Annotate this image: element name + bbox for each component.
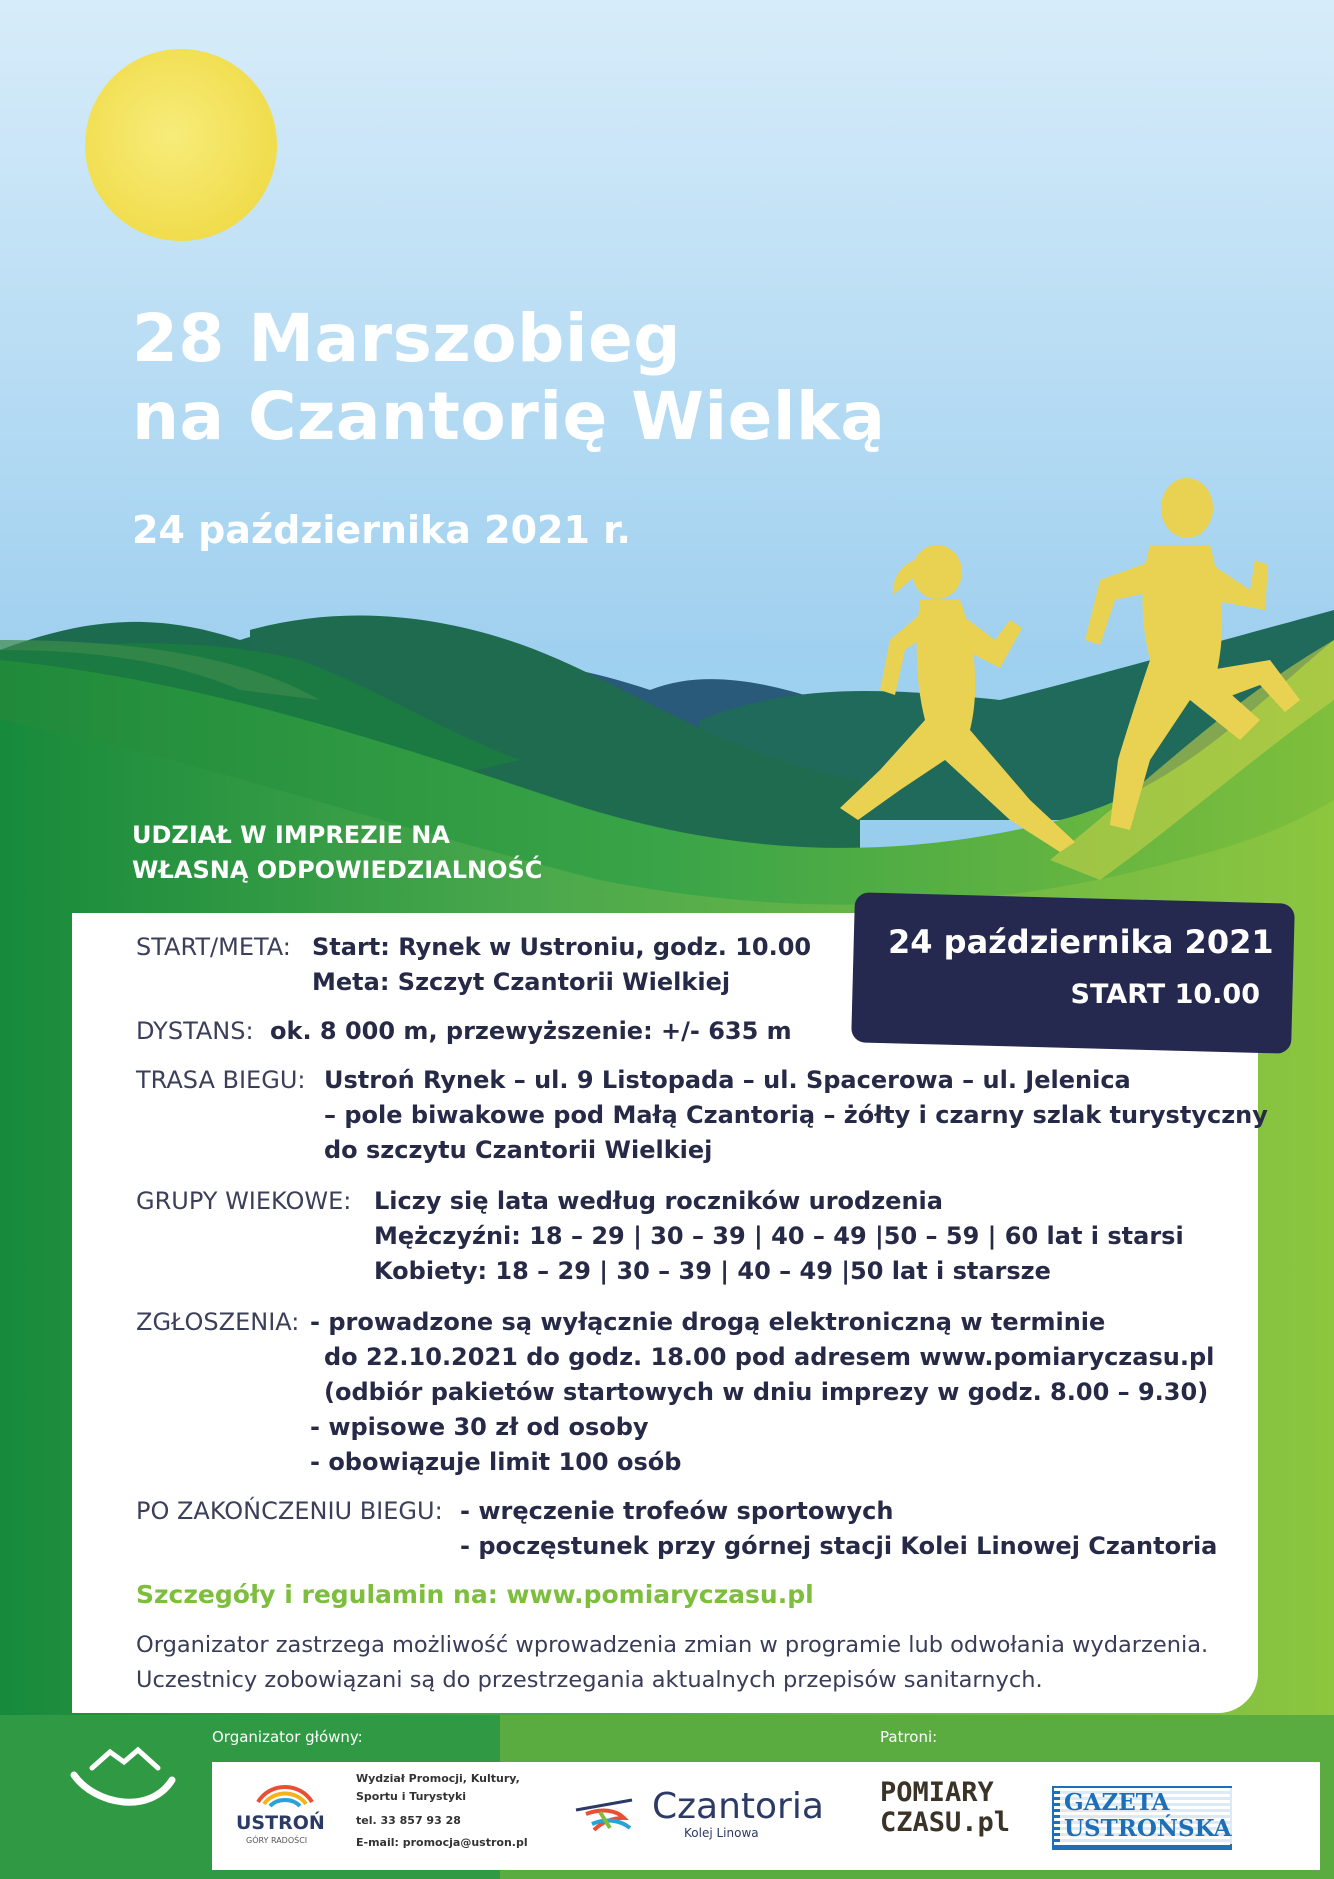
registration-line3: (odbiór pakietów startowych w dniu imprezy w godz. 8.00 – 9.30)	[324, 1378, 1209, 1406]
registration-line4: - wpisowe 30 zł od osoby	[310, 1413, 649, 1441]
age-line1: Liczy się lata według roczników urodzenia	[374, 1187, 943, 1215]
event-title	[132, 300, 885, 456]
event-title-line2: na Czantorię Wielką	[132, 378, 886, 455]
notice-line1: UDZIAŁ W IMPREZIE NA	[132, 821, 450, 849]
badge-start-time: START 10.00	[1070, 979, 1260, 1010]
registration-label: ZGŁOSZENIA:	[136, 1308, 300, 1336]
ustron-tagline: GÓRY RADOŚCI	[246, 1836, 308, 1845]
gazeta-text	[1060, 1788, 1235, 1844]
dept-info	[356, 1770, 528, 1852]
pomiary-line2: CZASU.pl	[880, 1807, 1011, 1838]
note-line1: Organizator zastrzega możliwość wprowadzenia zmian w programie lub odwołania wydarzenia.	[136, 1632, 1209, 1658]
dept-line1: Wydział Promocji, Kultury,	[356, 1772, 520, 1785]
dept-phone: tel. 33 857 93 28	[356, 1814, 461, 1827]
finish-value: Meta: Szczyt Czantorii Wielkiej	[312, 968, 731, 996]
registration-line1: - prowadzone są wyłącznie drogą elektroniczną w terminie	[310, 1308, 1106, 1336]
ustron-logo-icon	[250, 1772, 320, 1812]
age-line3: Kobiety: 18 – 29 | 30 – 39 | 40 – 49 |50 lat i starsze	[374, 1257, 1051, 1285]
registration-line2: do 22.10.2021 do godz. 18.00 pod adresem www.pomiaryczasu.pl	[324, 1343, 1215, 1371]
after-race-label: PO ZAKOŃCZENIU BIEGU:	[136, 1497, 443, 1525]
date-badge	[851, 892, 1295, 1053]
after-race-line1: - wręczenie trofeów sportowych	[460, 1497, 894, 1525]
czantoria-name: Czantoria	[652, 1786, 824, 1827]
gazeta-line2: USTROŃSKA	[1064, 1815, 1232, 1842]
organizer-label: Organizator główny:	[212, 1728, 363, 1746]
dept-line2: Sportu i Turystyki	[356, 1790, 467, 1803]
czantoria-logo-icon	[572, 1788, 652, 1838]
note-line2: Uczestnicy zobowiązani są do przestrzegania aktualnych przepisów sanitarnych.	[136, 1667, 1043, 1693]
after-race-line2: - poczęstunek przy górnej stacji Kolei Linowej Czantoria	[460, 1532, 1218, 1560]
age-line2: Mężczyźni: 18 – 29 | 30 – 39 | 40 – 49 |50 – 59 | 60 lat i starsi	[374, 1222, 1184, 1250]
route-line3: do szczytu Czantorii Wielkiej	[324, 1136, 713, 1164]
registration-line5: - obowiązuje limit 100 osób	[310, 1448, 682, 1476]
badge-date: 24 października 2021	[888, 923, 1274, 961]
pomiary-line1: POMIARY	[880, 1777, 994, 1808]
details-link[interactable]: Szczegóły i regulamin na: www.pomiaryczasu.pl	[136, 1580, 814, 1609]
ustron-name: USTROŃ	[236, 1812, 325, 1834]
event-title-line1: 28 Marszobieg	[132, 300, 682, 377]
route-label: TRASA BIEGU:	[136, 1066, 306, 1094]
notice-line2: WŁASNĄ ODPOWIEDZIALNOŚĆ	[132, 856, 543, 884]
age-label: GRUPY WIEKOWE:	[136, 1187, 352, 1215]
sun-icon	[85, 49, 277, 241]
start-label: START/META:	[136, 933, 291, 961]
organizer-note	[136, 1628, 1208, 1698]
route-line1: Ustroń Rynek – ul. 9 Listopada – ul. Spacerowa – ul. Jelenica	[324, 1066, 1131, 1094]
distance-label: DYSTANS:	[136, 1017, 254, 1045]
event-date: 24 października 2021 r.	[132, 508, 631, 552]
pomiary-czasu-logo	[880, 1778, 1010, 1838]
start-value: Start: Rynek w Ustroniu, godz. 10.00	[312, 933, 812, 961]
patrons-label: Patroni:	[880, 1728, 938, 1746]
gazeta-line1: GAZETA	[1064, 1789, 1170, 1816]
distance-value: ok. 8 000 m, przewyższenie: +/- 635 m	[270, 1017, 792, 1045]
route-line2: – pole biwakowe pod Małą Czantorią – żółty i czarny szlak turystyczny	[324, 1101, 1268, 1129]
dept-email: E-mail: promocja@ustron.pl	[356, 1836, 528, 1849]
responsibility-notice	[132, 818, 542, 888]
czantoria-subtitle: Kolej Linowa	[684, 1826, 759, 1840]
